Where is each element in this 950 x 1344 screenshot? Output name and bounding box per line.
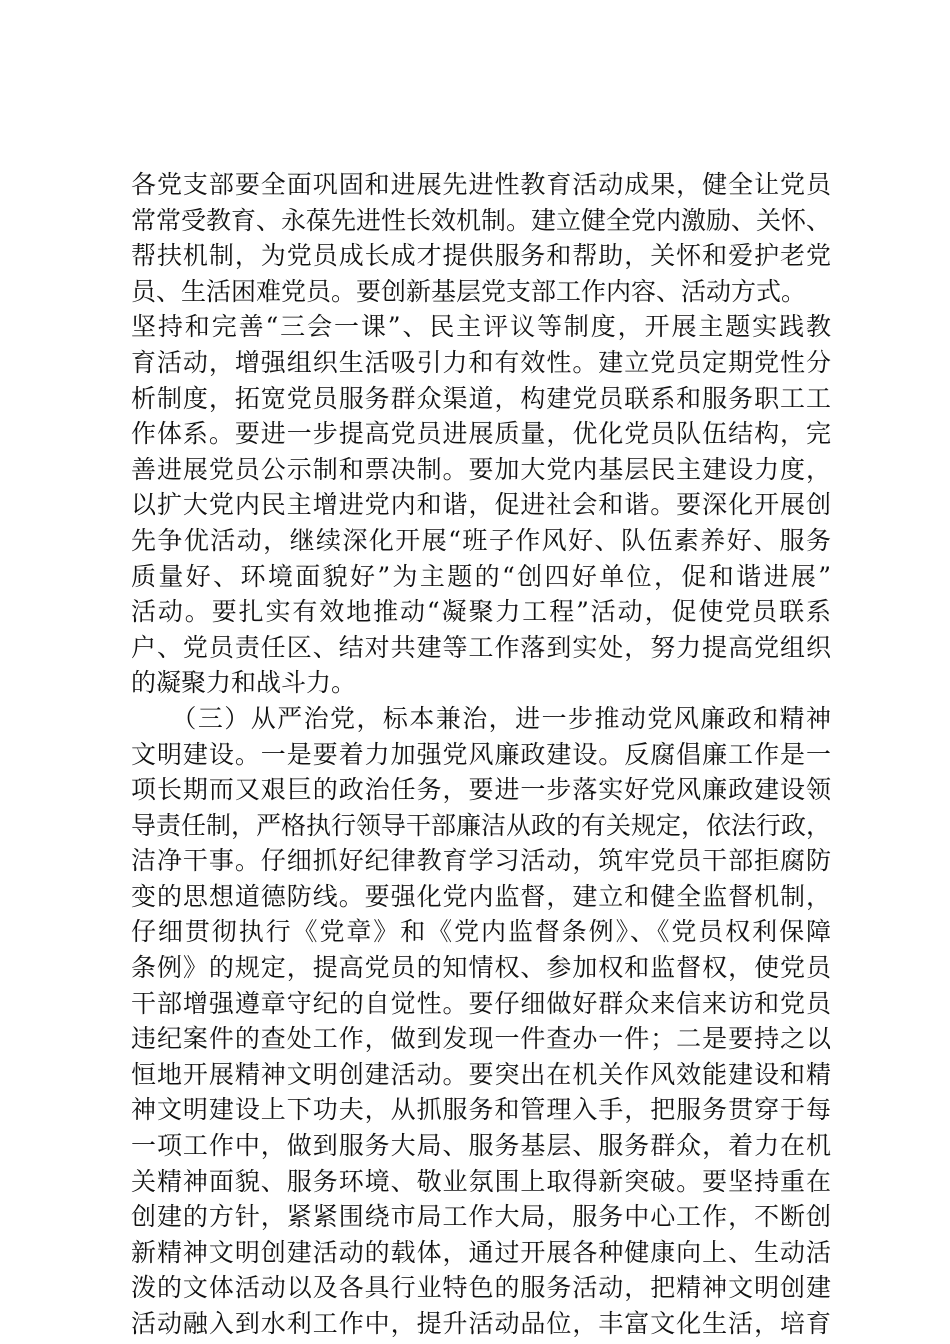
text-line: 析制度，拓宽党员服务群众渠道，构建党员联系和服务职工工 (131, 383, 831, 413)
text-line: 项长期而又艰巨的政治任务，要进一步落实好党风廉政建设领 (131, 775, 831, 805)
text-line: 的凝聚力和战斗力。 (131, 668, 357, 698)
text-line: 以扩大党内民主增进党内和谐，促进社会和谐。要深化开展创 (131, 490, 831, 520)
text-line: 帮扶机制，为党员成长成才提供服务和帮助，关怀和爱护老党 (131, 241, 831, 271)
text-line: 洁净干事。仔细抓好纪律教育学习活动，筑牢党员干部拒腐防 (131, 846, 831, 876)
text-line: 干部增强遵章守纪的自觉性。要仔细做好群众来信来访和党员 (131, 988, 831, 1018)
text-line: 文明建设。一是要着力加强党风廉政建设。反腐倡廉工作是一 (131, 739, 831, 769)
text-line: 常常受教育、永葆先进性长效机制。建立健全党内激励、关怀、 (131, 205, 831, 235)
text-line: 先争优活动，继续深化开展“班子作风好、队伍素养好、服务 (131, 525, 831, 555)
text-line: 导责任制，严格执行领导干部廉洁从政的有关规定，依法行政， (131, 810, 831, 840)
text-line: 各党支部要全面巩固和进展先进性教育活动成果，健全让党员 (131, 170, 831, 199)
text-line: 善进展党员公示制和票决制。要加大党内基层民主建设力度， (131, 454, 831, 484)
text-line: 户、党员责任区、结对共建等工作落到实处，努力提高党组织 (131, 632, 831, 662)
text-line: （三）从严治党，标本兼治，进一步推动党风廉政和精神 (131, 703, 831, 733)
text-line: 神文明建设上下功夫，从抓服务和管理入手，把服务贯穿于每 (131, 1095, 831, 1125)
text-line: 活动。要扎实有效地推动“凝聚力工程”活动，促使党员联系 (131, 597, 831, 627)
text-line: 坚持和完善“三会一课”、民主评议等制度，开展主题实践教 (131, 312, 831, 342)
text-line: 作体系。要进一步提高党员进展质量，优化党员队伍结构，完 (131, 419, 831, 449)
text-line: 仔细贯彻执行《党章》和《党内监督条例》、《党员权利保障 (131, 917, 831, 947)
document-body (131, 167, 831, 1342)
text-line: 新精神文明创建活动的载体，通过开展各种健康向上、生动活 (131, 1237, 831, 1267)
text-line: 育活动，增强组织生活吸引力和有效性。建立党员定期党性分 (131, 347, 831, 377)
text-line: 违纪案件的查处工作，做到发现一件查办一件；二是要持之以 (131, 1024, 831, 1054)
text-line: 变的思想道德防线。要强化党内监督，建立和健全监督机制， (131, 881, 831, 911)
text-line: 泼的文体活动以及各具行业特色的服务活动，把精神文明创建 (131, 1273, 831, 1303)
text-line: 一项工作中，做到服务大局、服务基层、服务群众，着力在机 (131, 1131, 831, 1161)
text-line: 条例》的规定，提高党员的知情权、参加权和监督权，使党员 (131, 953, 831, 983)
text-line: 活动融入到水利工作中，提升活动品位，丰富文化生活，培育 (131, 1309, 831, 1338)
text-line: 质量好、环境面貌好”为主题的“创四好单位，促和谐进展” (131, 561, 831, 591)
text-line: 恒地开展精神文明创建活动。要突出在机关作风效能建设和精 (131, 1059, 831, 1089)
text-line: 员、生活困难党员。要创新基层党支部工作内容、活动方式。 (131, 276, 807, 306)
text-line: 关精神面貌、服务环境、敬业氛围上取得新突破。要坚持重在 (131, 1166, 831, 1196)
text-line: 创建的方针，紧紧围绕市局工作大局，服务中心工作，不断创 (131, 1202, 831, 1232)
